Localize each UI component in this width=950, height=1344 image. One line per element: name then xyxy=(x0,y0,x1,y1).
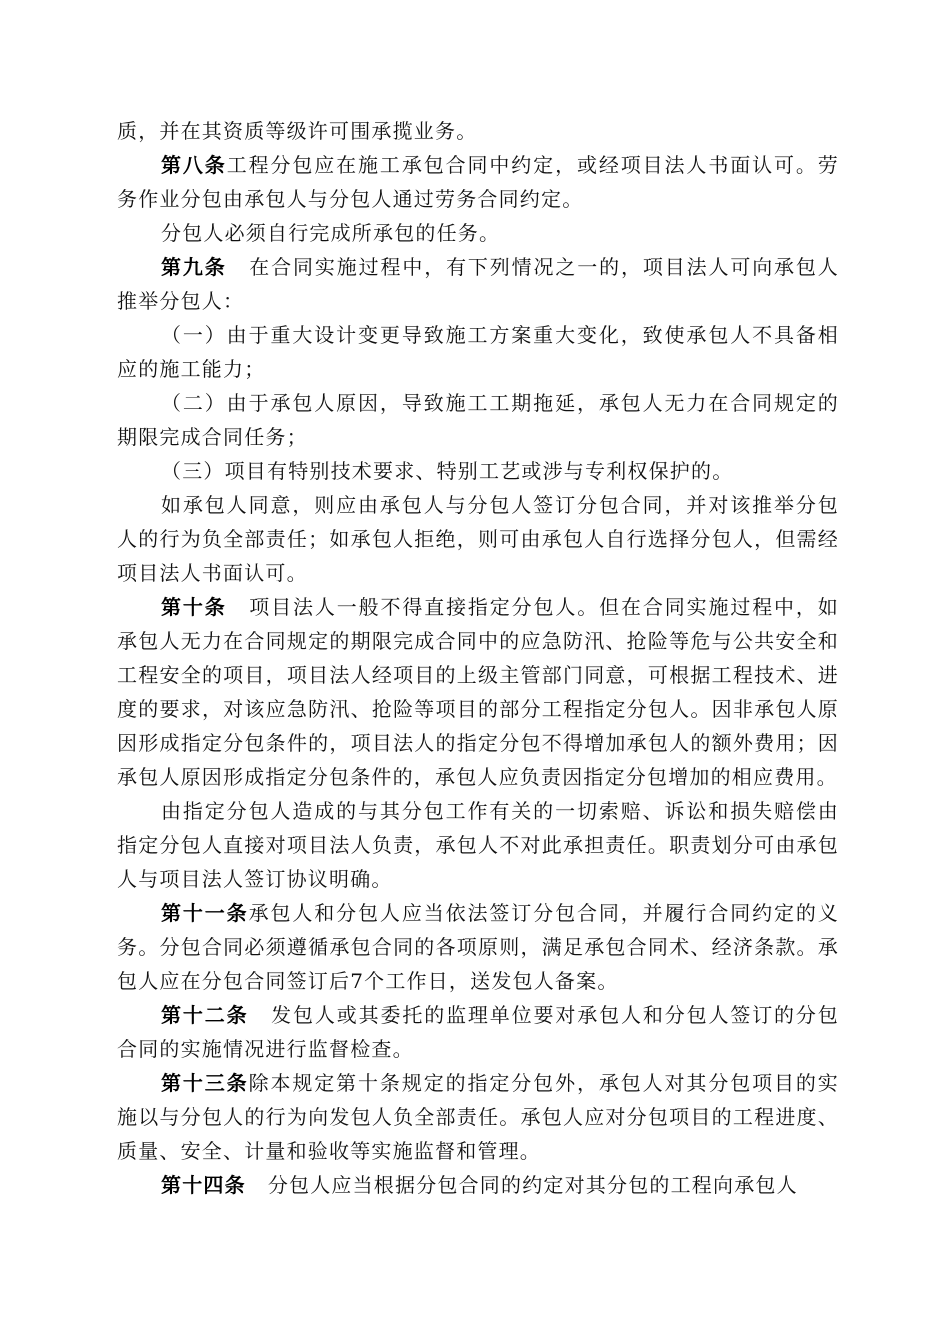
article-13 xyxy=(117,1066,839,1168)
article-text: 承包人和分包人应当依法签订分包合同，并履行合同约定的义务。分包合同必须遵循承包合同的各项原则，满足承包合同术、经济条款。承包人应在分包合同签订后7个工作日，送发包人备案。 xyxy=(117,901,839,993)
article-10 xyxy=(117,590,839,794)
list-item: （二）由于承包人原因，导致施工工期拖延，承包人无力在合同规定的期限完成合同任务； xyxy=(117,391,839,449)
paragraph: 由指定分包人造成的与其分包工作有关的一切索赔、诉讼和损失赔偿由指定分包人直接对项目法人负责，承包人不对此承担责任。职责划分可由承包人与项目法人签订协议明确。 xyxy=(117,799,839,891)
article-text: 在合同实施过程中，有下列情况之一的，项目法人可向承包人推举分包人： xyxy=(117,255,839,313)
article-9 xyxy=(117,250,839,318)
article-text: 工程分包应在施工承包合同中约定，或经项目法人书面认可。劳务作业分包由承包人与分包人通过劳务合同约定。 xyxy=(117,153,839,211)
article-text: 分包人应当根据分包合同的约定对其分包的工程向承包人 xyxy=(267,1173,798,1197)
article-heading: 第十一条 xyxy=(161,901,249,925)
list-item: （三）项目有特别技术要求、特别工艺或涉与专利权保护的。 xyxy=(161,459,734,483)
article-text: 发包人或其委托的监理单位要对承包人和分包人签订的分包合同的实施情况进行监督检查。 xyxy=(117,1003,839,1061)
article-8 xyxy=(117,148,839,216)
article-text: 项目法人一般不得直接指定分包人。但在合同实施过程中，如承包人无力在合同规定的期限完成合同中的应急防汛、抢险等危与公共安全和工程安全的项目，项目法人经项目的上级主管部门同意，可根据工程技术、进度的要求，对该应急防汛、抢险等项目的部分工程指定分包人。因非承包人原因形成指定分包条件的，项目法人的指定分包不得增加承包人的额外费用；因承包人原因形成指定分包条件的，承包人应负责因指定分包增加的相应费用。 xyxy=(117,595,839,789)
paragraph-continued: 质，并在其资质等级许可围承揽业务。 xyxy=(117,119,478,143)
document-body xyxy=(117,114,839,1202)
article-heading: 第十四条 xyxy=(161,1173,246,1197)
article-heading: 第十条 xyxy=(161,595,227,619)
paragraph: 如承包人同意，则应由承包人与分包人签订分包合同，并对该推举分包人的行为负全部责任；如承包人拒绝，则可由承包人自行选择分包人，但需经项目法人书面认可。 xyxy=(117,493,839,585)
article-heading: 第十三条 xyxy=(161,1071,249,1095)
list-item: （一）由于重大设计变更导致施工方案重大变化，致使承包人不具备相应的施工能力； xyxy=(117,323,839,381)
article-text: 除本规定第十条规定的指定分包外，承包人对其分包项目的实施以与分包人的行为向发包人负全部责任。承包人应对分包项目的工程进度、质量、安全、计量和验收等实施监督和管理。 xyxy=(117,1071,839,1163)
article-heading: 第八条 xyxy=(161,153,227,177)
article-14 xyxy=(117,1168,839,1202)
article-11 xyxy=(117,896,839,998)
paragraph: 分包人必须自行完成所承包的任务。 xyxy=(161,221,501,245)
article-heading: 第十二条 xyxy=(161,1003,249,1027)
article-heading: 第九条 xyxy=(161,255,227,279)
article-12 xyxy=(117,998,839,1066)
